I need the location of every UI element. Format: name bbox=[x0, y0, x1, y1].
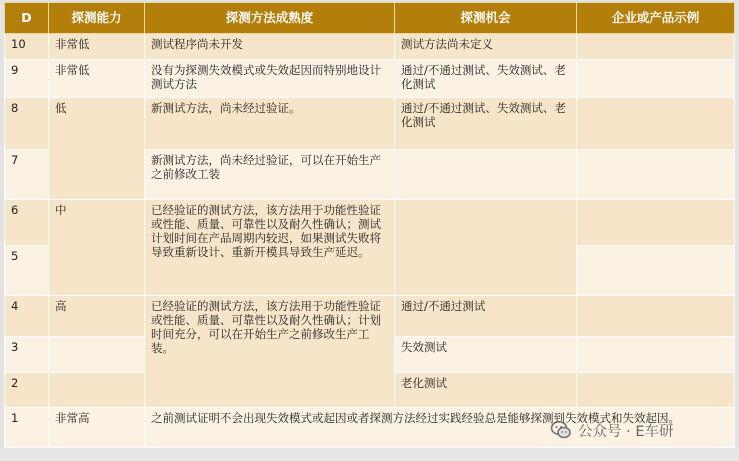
cell-capability: 低 bbox=[49, 97, 145, 199]
cell-opportunity: 通过/不通过测试 bbox=[395, 296, 577, 337]
cell-method: 新测试方法，尚未经过验证，可以在开始生产之前修改工装 bbox=[145, 149, 395, 200]
header-row bbox=[5, 3, 735, 34]
cell-example bbox=[577, 34, 735, 60]
cell-method: 新测试方法，尚未经过验证。 bbox=[145, 97, 395, 149]
header-method-maturity: 探测方法成熟度 bbox=[145, 3, 395, 34]
cell-d: 5 bbox=[5, 245, 49, 296]
cell-example bbox=[577, 149, 735, 200]
table-row bbox=[5, 34, 735, 60]
cell-d: 9 bbox=[5, 59, 49, 97]
cell-capability: 高 bbox=[49, 296, 145, 337]
header-d: D bbox=[5, 3, 49, 34]
table-row bbox=[5, 97, 735, 149]
footer-strip bbox=[0, 448, 739, 461]
cell-method: 之前测试证明不会出现失效模式或起因或者探测方法经过实践经验总是能够探测到失效模式和失效起因。 bbox=[145, 407, 735, 447]
cell-d: 6 bbox=[5, 200, 49, 245]
cell-d: 10 bbox=[5, 34, 49, 60]
cell-opportunity: 老化测试 bbox=[395, 372, 577, 407]
cell-capability: 非常高 bbox=[49, 407, 145, 447]
cell-capability bbox=[49, 372, 145, 407]
header-opportunity: 探测机会 bbox=[395, 3, 577, 34]
cell-example bbox=[577, 372, 735, 407]
wechat-icon bbox=[550, 419, 572, 441]
cell-capability: 中 bbox=[49, 200, 145, 296]
header-example: 企业或产品示例 bbox=[577, 3, 735, 34]
cell-method: 已经验证的测试方法，该方法用于功能性验证或性能、质量、可靠性以及耐久性确认；计划时间充分，可以在开始生产之前修改生产工装。 bbox=[145, 296, 395, 407]
cell-example bbox=[577, 337, 735, 372]
cell-d: 1 bbox=[5, 407, 49, 447]
cell-example bbox=[577, 200, 735, 245]
cell-d: 3 bbox=[5, 337, 49, 372]
table-row bbox=[5, 296, 735, 337]
detection-rating-table bbox=[4, 2, 735, 448]
cell-example bbox=[577, 59, 735, 97]
cell-opportunity: 通过/不通过测试、失效测试、老化测试 bbox=[395, 97, 577, 149]
cell-method: 测试程序尚未开发 bbox=[145, 34, 395, 60]
cell-capability: 非常低 bbox=[49, 34, 145, 60]
cell-opportunity bbox=[395, 149, 577, 200]
header-capability: 探测能力 bbox=[49, 3, 145, 34]
cell-capability: 非常低 bbox=[49, 59, 145, 97]
cell-opportunity: 失效测试 bbox=[395, 337, 577, 372]
cell-example bbox=[577, 245, 735, 296]
table-row bbox=[5, 59, 735, 97]
cell-opportunity: 通过/不通过测试、失效测试、老化测试 bbox=[395, 59, 577, 97]
cell-d: 4 bbox=[5, 296, 49, 337]
watermark bbox=[550, 417, 726, 443]
cell-example bbox=[577, 97, 735, 149]
watermark-text: 公众号 · E车研 bbox=[578, 423, 674, 440]
cell-d: 8 bbox=[5, 97, 49, 149]
cell-example bbox=[577, 296, 735, 337]
cell-opportunity: 测试方法尚未定义 bbox=[395, 34, 577, 60]
cell-d: 2 bbox=[5, 372, 49, 407]
table-row bbox=[5, 200, 735, 245]
cell-capability bbox=[49, 337, 145, 372]
cell-opportunity bbox=[395, 200, 577, 296]
cell-d: 7 bbox=[5, 149, 49, 200]
cell-method: 已经验证的测试方法，该方法用于功能性验证或性能、质量、可靠性以及耐久性确认；测试计划时间在产品周期内较迟，如果测试失败将导致重新设计、重新开模具导致生产延迟。 bbox=[145, 200, 395, 296]
cell-method: 没有为探测失效模式或失效起因而特别地设计测试方法 bbox=[145, 59, 395, 97]
